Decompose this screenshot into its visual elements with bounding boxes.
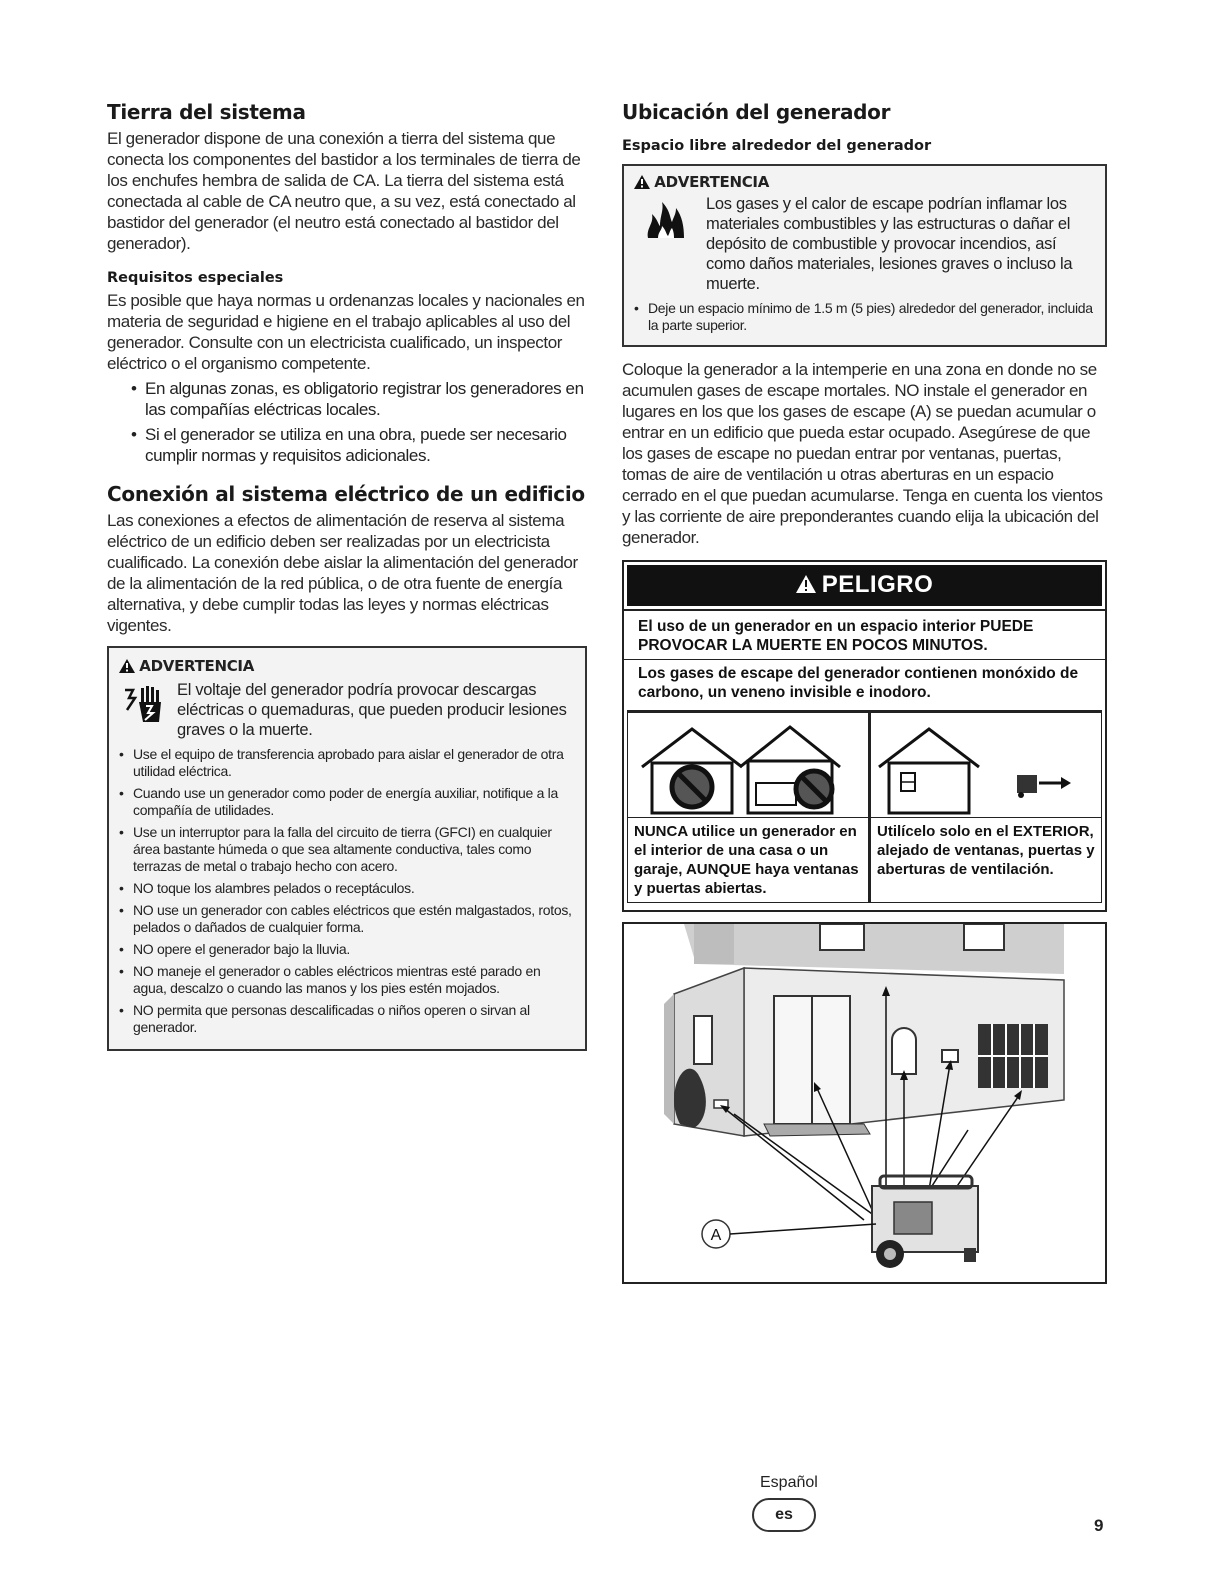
tierra-body: El generador dispone de una conexión a tierra del sistema que conecta los componentes del bastidor a los terminales de tierra de los enchufes hembra de salida de CA. La tierra del sistema está conectada al cable de CA neutro que, a su vez, está conectado al bastidor del generador (el neutro está conectado al bastidor del generador). xyxy=(107,129,581,253)
warning-list xyxy=(634,300,1095,334)
danger-banner xyxy=(627,565,1102,606)
prohibited-indoor-icon xyxy=(628,713,868,817)
fire-icon xyxy=(634,194,706,294)
tierra-title: Tierra del sistema xyxy=(107,100,306,124)
outdoor-use-icon xyxy=(871,713,1101,817)
list-item: • NO toque los alambres pelados o receptáculos. xyxy=(119,880,575,897)
conexion-body: Las conexiones a efectos de alimentación de reserva al sistema eléctrico de un edificio deben ser realizadas por un electricista cualificado. La conexión debe aislar la alimentación del generador de la alimentación de la red pública, o de otra fuente de energía alternativa, y debe cumplir todas las leyes y normas eléctricas vigentes. xyxy=(107,511,578,635)
caption-never: NUNCA utilice un generador en el interior de una casa o un garaje, AUNQUE haya ventanas y puertas abiertas. xyxy=(628,817,868,902)
danger-line-2: Los gases de escape del generador contienen monóxido de carbono, un veneno invisible e inodoro. xyxy=(624,659,1105,710)
list-item: • Use un interruptor para la falla del circuito de tierra (GFCI) en cualquier área bastante húmeda o que sea altamente conductiva, tales como terrazas de metal o trabajo hecho con acero. xyxy=(119,824,575,875)
danger-triangle-icon xyxy=(796,572,816,600)
warning-list xyxy=(119,746,575,1036)
requisitos-list xyxy=(107,378,587,466)
list-item: • En algunas zonas, es obligatorio registrar los generadores en las compañías eléctricas locales. xyxy=(131,378,587,420)
coloque-body: Coloque la generador a la intemperie en una zona en donde no se acumulen gases de escape mortales. NO instale el generador en lugares en los que los gases de escape (A) se puedan acumular o entrar en un edificio que pueda estar ocupado. Asegúrese de que los gases de escape no puedan entrar por ventanas, puertas, tomas de aire de ventilación u otras aberturas en un espacio cerrado en el que puedan acumularse. Tenga en cuenta los vientos y las corriente de aire preponderantes cuando elija la ubicación del generador. xyxy=(622,360,1103,547)
danger-cell-never xyxy=(627,712,869,903)
danger-box xyxy=(622,560,1107,912)
warning-header xyxy=(119,656,575,678)
warning-body-row xyxy=(119,680,575,740)
callout-label: A xyxy=(710,1227,722,1244)
left-column xyxy=(107,100,587,1051)
caption-outside: Utilícelo solo en el EXTERIOR, alejado de ventanas, puertas y aberturas de ventilación. xyxy=(871,817,1101,883)
conexion-title: Conexión al sistema eléctrico de un edificio xyxy=(107,482,585,506)
danger-cell-outside xyxy=(869,712,1102,903)
language-code-badge: es xyxy=(752,1498,816,1532)
ubicacion-title: Ubicación del generador xyxy=(622,100,891,124)
right-column xyxy=(622,100,1107,1284)
espacio-title: Espacio libre alrededor del generador xyxy=(622,138,932,154)
warning-body-row xyxy=(634,194,1095,294)
warning-title: ADVERTENCIA xyxy=(654,173,770,191)
danger-title: PELIGRO xyxy=(821,571,934,598)
danger-grid xyxy=(627,710,1102,903)
list-item: • Si el generador se utiliza en una obra, puede ser necesario cumplir normas y requisitos adicionales. xyxy=(131,424,587,466)
warning-text: El voltaje del generador podría provocar descargas eléctricas o quemaduras, que pueden producir lesiones graves o la muerte. xyxy=(177,681,567,739)
warning-title: ADVERTENCIA xyxy=(139,657,255,675)
footer-language: Español xyxy=(760,1474,818,1491)
list-item: • NO permita que personas descalificadas o niños operen o sirvan al generador. xyxy=(119,1002,575,1036)
list-item: • NO use un generador con cables eléctricos que estén malgastados, rotos, pelados o dañados de cualquier forma. xyxy=(119,902,575,936)
page-number: 9 xyxy=(1094,1516,1104,1535)
danger-line-1: El uso de un generador en un espacio interior PUEDE PROVOCAR LA MUERTE EN POCOS MINUTOS. xyxy=(624,609,1105,659)
list-item: • Cuando use un generador como poder de energía auxiliar, notifique a la compañía de utilidades. xyxy=(119,785,575,819)
generator-placement-illustration xyxy=(622,922,1107,1284)
warning-triangle-icon xyxy=(119,658,135,678)
warning-header xyxy=(634,172,1095,194)
list-item: • NO opere el generador bajo la lluvia. xyxy=(119,941,575,958)
warning-text: Los gases y el calor de escape podrían inflamar los materiales combustibles y las estructuras o dañar el depósito de combustible y provocar incendios, así como daños materiales, lesiones graves o incluso la muerte. xyxy=(706,195,1073,293)
requisitos-title: Requisitos especiales xyxy=(107,270,284,286)
warning-triangle-icon xyxy=(634,174,650,194)
requisitos-body: Es posible que haya normas u ordenanzas locales y nacionales en materia de seguridad e higiene en el trabajo aplicables al uso del generador. Consulte con un electricista cualificado, un inspector eléctrico o el organismo competente. xyxy=(107,291,585,373)
list-item: • Deje un espacio mínimo de 1.5 m (5 pies) alrededor del generador, incluida la parte superior. xyxy=(634,300,1095,334)
electric-shock-icon xyxy=(119,680,177,740)
list-item: • Use el equipo de transferencia aprobado para aislar el generador de otra utilidad eléctrica. xyxy=(119,746,575,780)
electrical-warning-box xyxy=(107,646,587,1051)
exhaust-warning-box xyxy=(622,164,1107,347)
list-item: • NO maneje el generador o cables eléctricos mientras esté parado en agua, descalzo o cuando las manos y los pies estén mojados. xyxy=(119,963,575,997)
